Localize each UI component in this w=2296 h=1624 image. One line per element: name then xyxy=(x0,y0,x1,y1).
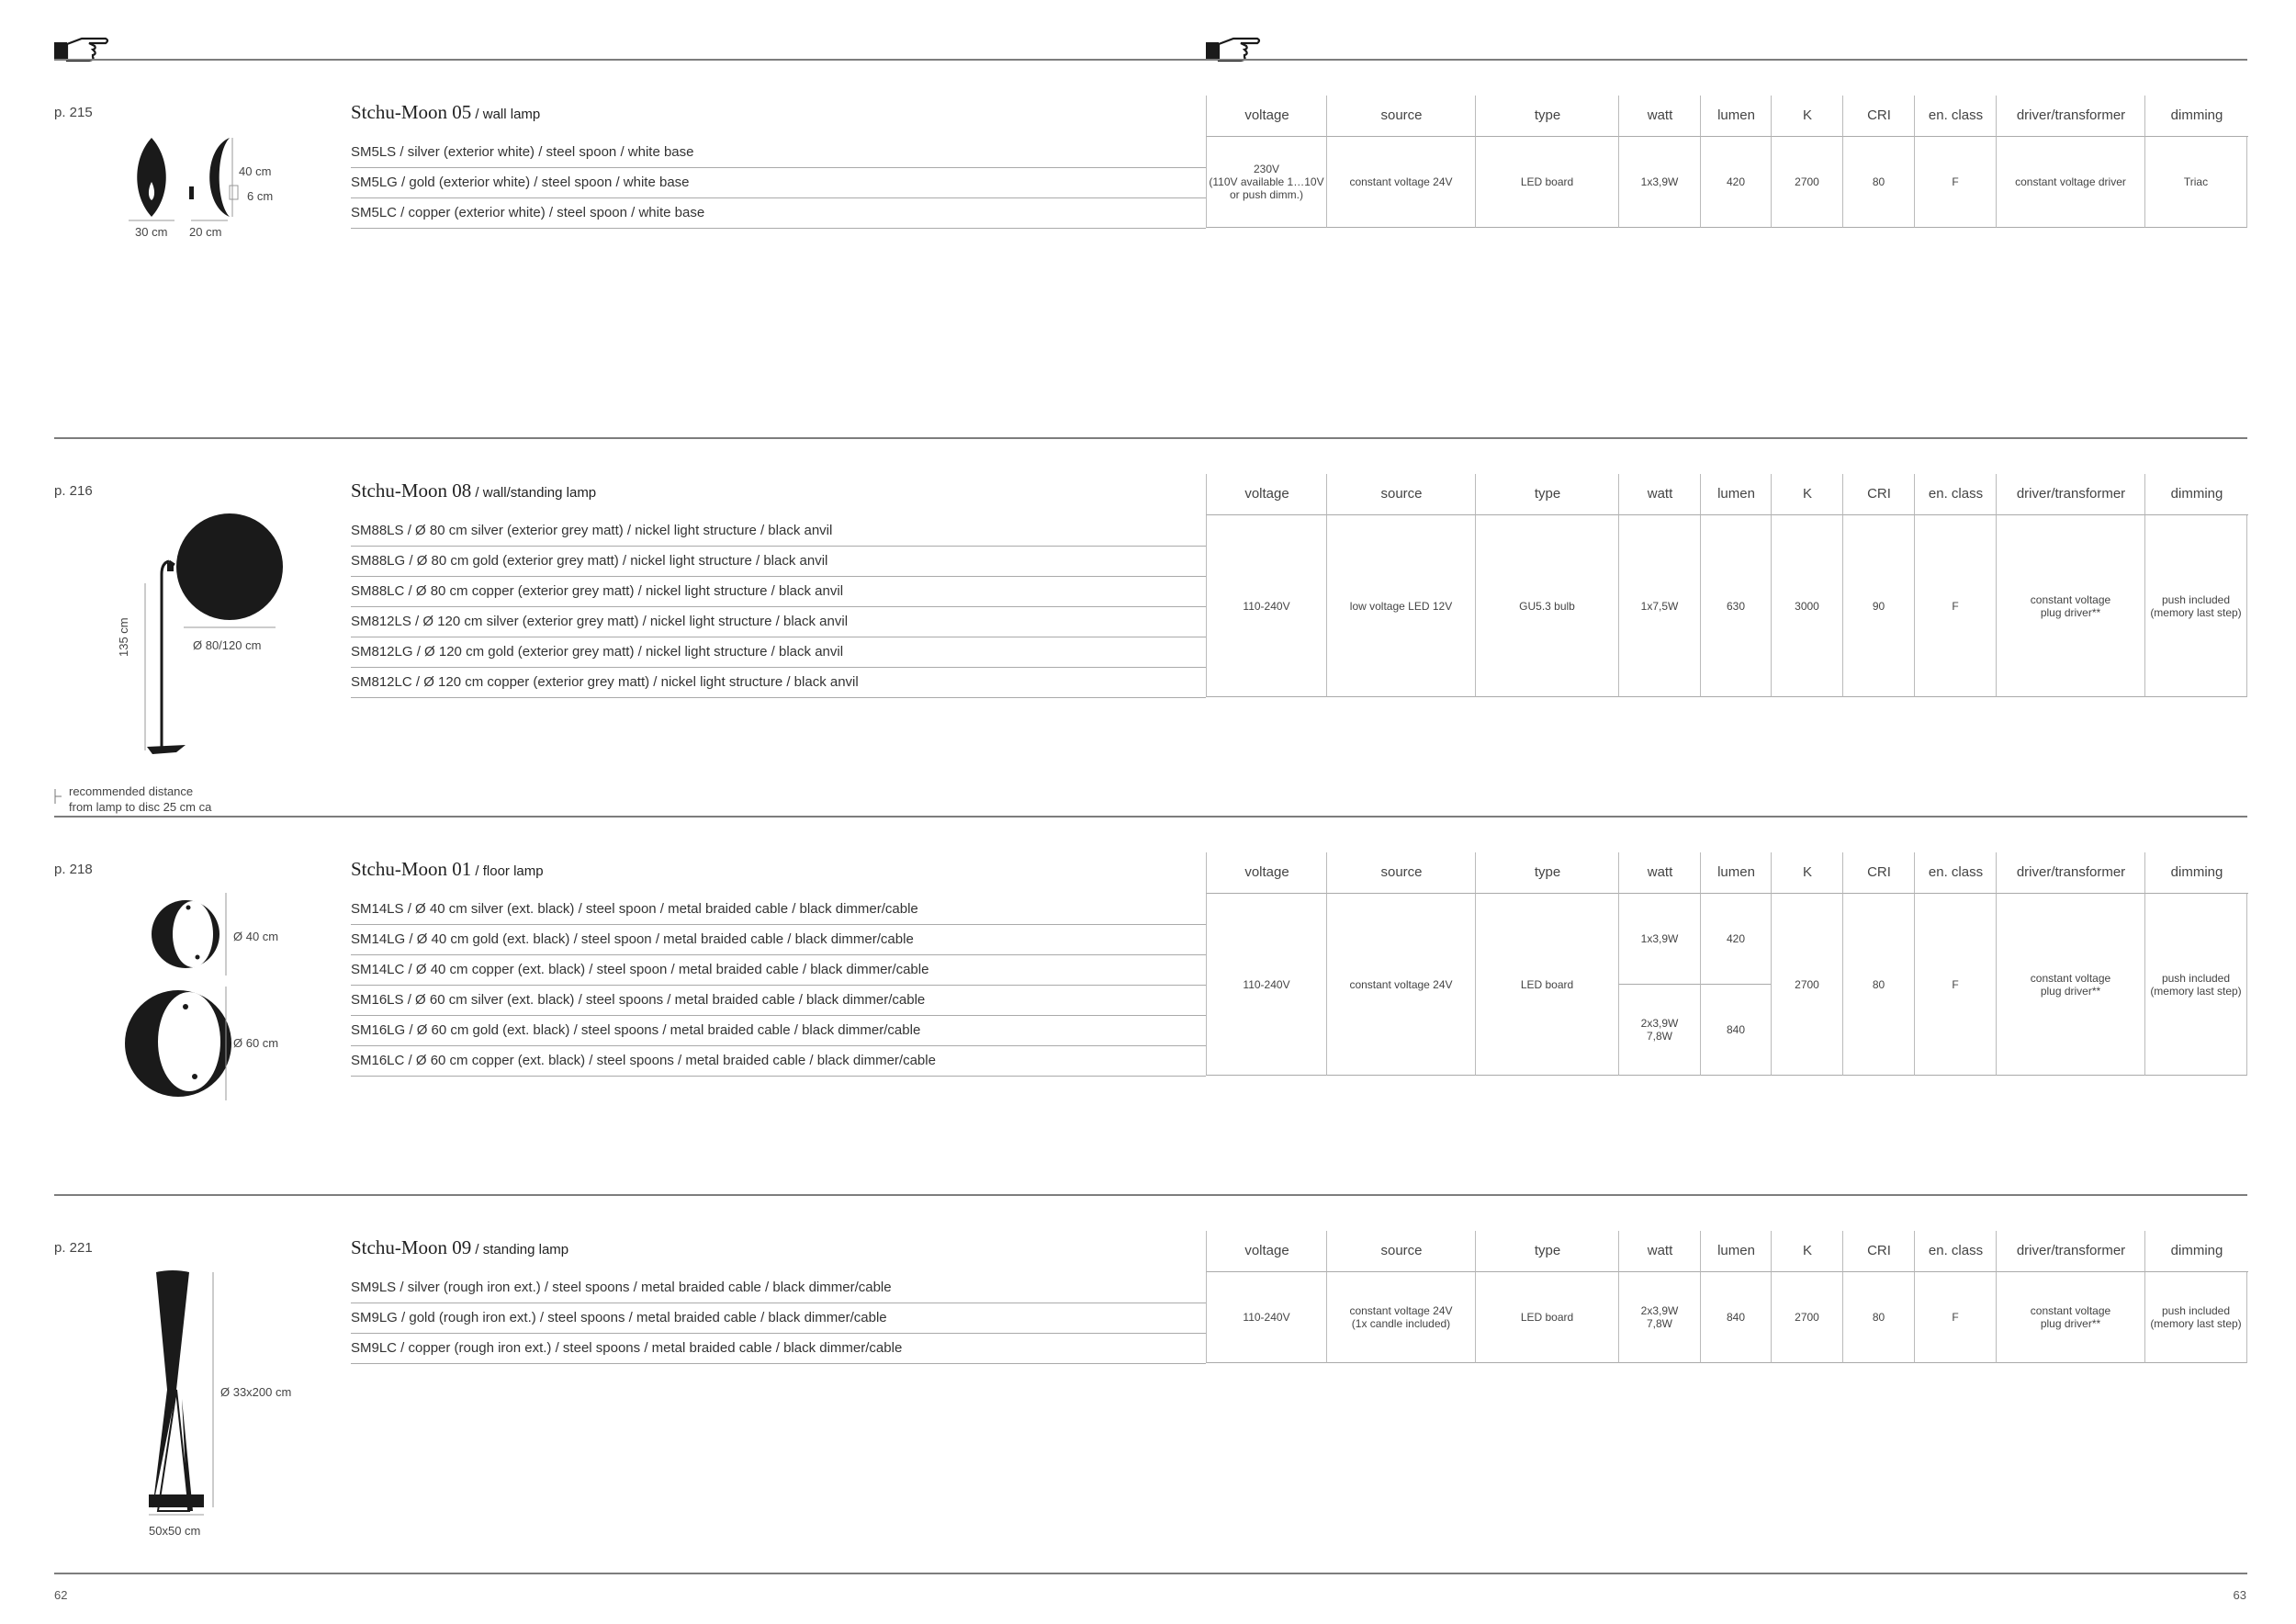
spec-cri xyxy=(1842,1272,1914,1363)
spec-type xyxy=(1475,1272,1618,1363)
product-title xyxy=(351,858,544,881)
spec-cri xyxy=(1842,137,1914,228)
spec-source xyxy=(1326,894,1475,1076)
spec-kelvin xyxy=(1771,137,1842,228)
spec-dimming xyxy=(2144,515,2247,697)
col-header-lumen: lumen xyxy=(1700,1231,1772,1272)
spec-driver xyxy=(1996,1272,2144,1363)
dimension-diameter-height: Ø 33x200 cm xyxy=(220,1385,292,1399)
col-header-lumen: lumen xyxy=(1700,852,1772,894)
product-row: SM9LS / silver (rough iron ext.) / steel spoons / metal braided cable / black dimmer/cable xyxy=(351,1273,1206,1303)
spec-voltage-text: 110-240V xyxy=(1243,1311,1290,1324)
section-divider xyxy=(54,437,2247,439)
product-row: SM88LS / Ø 80 cm silver (exterior grey matt) / nickel light structure / black anvil xyxy=(351,516,1206,547)
col-header-kelvin: K xyxy=(1771,474,1843,515)
spec-watt-text: 1x3,9W xyxy=(1640,932,1679,945)
spec-kelvin-text: 2700 xyxy=(1795,977,1819,991)
spec-lumen-text: 840 xyxy=(1726,1023,1746,1036)
product-title xyxy=(351,101,540,124)
product-row: SM9LG / gold (rough iron ext.) / steel spoons / metal braided cable / black dimmer/cable xyxy=(351,1303,1206,1334)
col-header-source: source xyxy=(1326,1231,1476,1272)
product-row: SM14LG / Ø 40 cm gold (ext. black) / steel spoon / metal braided cable / black dimmer/cable xyxy=(351,925,1206,955)
spec-watt xyxy=(1618,137,1700,228)
spec-voltage xyxy=(1206,515,1326,697)
product-row: SM9LC / copper (rough iron ext.) / steel spoons / metal braided cable / black dimmer/cable xyxy=(351,1334,1206,1364)
spec-lumen-text: 840 xyxy=(1726,1311,1746,1324)
col-header-cri: CRI xyxy=(1842,1231,1915,1272)
col-header-watt: watt xyxy=(1618,474,1701,515)
spec-type-text: LED board xyxy=(1520,1311,1574,1324)
floor-lamp-large-drawing xyxy=(121,985,231,1104)
col-header-voltage: voltage xyxy=(1206,1231,1327,1272)
product-row: SM88LC / Ø 80 cm copper (exterior grey matt) / nickel light structure / black anvil xyxy=(351,577,1206,607)
col-header-type: type xyxy=(1475,852,1619,894)
spec-type xyxy=(1475,894,1618,1076)
col-header-dimming: dimming xyxy=(2144,852,2248,894)
col-header-cri: CRI xyxy=(1842,96,1915,137)
page-number-right: 63 xyxy=(2233,1588,2246,1602)
product-row: SM812LC / Ø 120 cm copper (exterior grey matt) / nickel light structure / black anvil xyxy=(351,668,1206,698)
spec-type-text: LED board xyxy=(1520,175,1574,188)
spec-driver-text: constant voltage driver xyxy=(2015,175,2126,188)
section-divider xyxy=(54,816,2247,818)
spec-voltage-text: 230V (110V available 1…10V or push dimm.) xyxy=(1209,163,1324,201)
col-header-watt: watt xyxy=(1618,1231,1701,1272)
spec-kelvin-text: 2700 xyxy=(1795,1311,1819,1324)
spec-dimming-text: push included (memory last step) xyxy=(2150,592,2242,619)
spec-type xyxy=(1475,137,1618,228)
col-header-driver: driver/transformer xyxy=(1996,96,2145,137)
spec-type-text: LED board xyxy=(1520,977,1574,991)
spec-kelvin-text: 3000 xyxy=(1795,599,1819,613)
spec-voltage-text: 110-240V xyxy=(1243,977,1290,991)
spec-cri xyxy=(1842,515,1914,697)
spec-lumen xyxy=(1700,137,1771,228)
spec-dimming-text: push included (memory last step) xyxy=(2150,1304,2242,1330)
standing-lamp-09-drawing xyxy=(145,1270,219,1518)
spec-energy-class xyxy=(1914,137,1996,228)
dimension-base: 50x50 cm xyxy=(149,1524,201,1538)
spec-source xyxy=(1326,1272,1475,1363)
col-header-type: type xyxy=(1475,474,1619,515)
spec-cri-text: 80 xyxy=(1872,175,1885,188)
product-title xyxy=(351,1236,568,1259)
col-header-source: source xyxy=(1326,96,1476,137)
product-row: SM16LS / Ø 60 cm silver (ext. black) / steel spoons / metal braided cable / black dimmer/cable xyxy=(351,986,1206,1016)
spec-voltage xyxy=(1206,137,1326,228)
product-row: SM5LC / copper (exterior white) / steel spoon / white base xyxy=(351,198,1206,229)
col-header-energy-class: en. class xyxy=(1914,474,1997,515)
product-row: SM16LG / Ø 60 cm gold (ext. black) / steel spoons / metal braided cable / black dimmer/cable xyxy=(351,1016,1206,1046)
spec-dimming xyxy=(2144,1272,2247,1363)
dimension-height: 40 cm xyxy=(239,164,272,178)
product-row: SM14LC / Ø 40 cm copper (ext. black) / steel spoon / metal braided cable / black dimmer/cable xyxy=(351,955,1206,986)
dimension-side-width: 20 cm xyxy=(189,225,222,239)
spec-cri xyxy=(1842,894,1914,1076)
dimension-width: 30 cm xyxy=(135,225,168,239)
spec-watt-text: 1x3,9W xyxy=(1640,175,1679,188)
wall-lamp-front-drawing xyxy=(129,136,174,219)
spec-voltage-text: 110-240V xyxy=(1243,599,1290,613)
spec-dimming xyxy=(2144,137,2247,228)
col-header-driver: driver/transformer xyxy=(1996,852,2145,894)
col-header-driver: driver/transformer xyxy=(1996,474,2145,515)
product-name: Stchu-Moon 05 xyxy=(351,101,472,123)
product-row: SM88LG / Ø 80 cm gold (exterior grey matt) / nickel light structure / black anvil xyxy=(351,547,1206,577)
col-header-source: source xyxy=(1326,852,1476,894)
spec-energy-class-text: F xyxy=(1952,1311,1959,1324)
spec-driver-text: constant voltage plug driver** xyxy=(2030,1304,2111,1330)
product-subtitle: / wall lamp xyxy=(471,107,541,122)
product-subtitle: / floor lamp xyxy=(471,863,544,879)
col-header-kelvin: K xyxy=(1771,96,1843,137)
col-header-voltage: voltage xyxy=(1206,96,1327,137)
spec-lumen-60 xyxy=(1700,985,1771,1076)
dimension-diameter: Ø 80/120 cm xyxy=(193,638,262,652)
spec-lumen-text: 420 xyxy=(1726,175,1746,188)
col-header-dimming: dimming xyxy=(2144,96,2248,137)
bottom-rule xyxy=(54,1573,2247,1574)
spec-cri-text: 80 xyxy=(1872,1311,1885,1324)
spec-cri-text: 80 xyxy=(1872,977,1885,991)
spec-watt-text: 2x3,9W 7,8W xyxy=(1640,1304,1679,1330)
spec-type xyxy=(1475,515,1618,697)
col-header-energy-class: en. class xyxy=(1914,96,1997,137)
spec-source-text: constant voltage 24V (1x candle included) xyxy=(1349,1304,1453,1330)
spec-dimming-text: push included (memory last step) xyxy=(2150,971,2242,998)
product-name: Stchu-Moon 09 xyxy=(351,1236,472,1258)
spec-energy-class-text: F xyxy=(1952,977,1959,991)
col-header-lumen: lumen xyxy=(1700,96,1772,137)
floor-lamp-small-drawing xyxy=(147,891,230,978)
spec-watt-text: 2x3,9W 7,8W xyxy=(1640,1017,1679,1043)
spec-energy-class xyxy=(1914,894,1996,1076)
col-header-watt: watt xyxy=(1618,96,1701,137)
col-header-type: type xyxy=(1475,96,1619,137)
spec-source xyxy=(1326,137,1475,228)
product-row: SM812LS / Ø 120 cm silver (exterior grey matt) / nickel light structure / black anvil xyxy=(351,607,1206,637)
spec-watt-40 xyxy=(1618,894,1700,985)
product-name: Stchu-Moon 01 xyxy=(351,858,472,880)
col-header-watt: watt xyxy=(1618,852,1701,894)
spec-lumen xyxy=(1700,1272,1771,1363)
spec-source xyxy=(1326,515,1475,697)
col-header-lumen: lumen xyxy=(1700,474,1772,515)
spec-kelvin xyxy=(1771,515,1842,697)
page-reference: p. 221 xyxy=(54,1240,93,1256)
col-header-dimming: dimming xyxy=(2144,1231,2248,1272)
dimension-lines xyxy=(129,220,230,223)
col-header-cri: CRI xyxy=(1842,852,1915,894)
spec-source-text: constant voltage 24V xyxy=(1349,175,1453,188)
spec-watt xyxy=(1618,1272,1700,1363)
spec-driver xyxy=(1996,515,2144,697)
spec-source-text: low voltage LED 12V xyxy=(1349,599,1453,613)
col-header-dimming: dimming xyxy=(2144,474,2248,515)
wall-lamp-side-drawing xyxy=(188,136,243,219)
spec-driver-text: constant voltage plug driver** xyxy=(2030,592,2111,619)
spec-lumen-text: 420 xyxy=(1726,932,1746,945)
spec-energy-class-text: F xyxy=(1952,175,1959,188)
spec-energy-class xyxy=(1914,515,1996,697)
spec-kelvin xyxy=(1771,894,1842,1076)
page-reference: p. 216 xyxy=(54,483,93,499)
spec-driver-text: constant voltage plug driver** xyxy=(2030,971,2111,998)
col-header-energy-class: en. class xyxy=(1914,852,1997,894)
product-row: SM5LS / silver (exterior white) / steel spoon / white base xyxy=(351,138,1206,168)
spec-driver xyxy=(1996,894,2144,1076)
col-header-source: source xyxy=(1326,474,1476,515)
spec-lumen-40 xyxy=(1700,894,1771,985)
spec-dimming xyxy=(2144,894,2247,1076)
spec-energy-class xyxy=(1914,1272,1996,1363)
spec-voltage xyxy=(1206,1272,1326,1363)
dimension-height: 135 cm xyxy=(117,617,130,657)
spec-lumen-text: 630 xyxy=(1726,599,1746,613)
product-row: SM812LG / Ø 120 cm gold (exterior grey matt) / nickel light structure / black anvil xyxy=(351,637,1206,668)
distance-marker-icon xyxy=(54,788,63,805)
product-subtitle: / wall/standing lamp xyxy=(471,485,597,501)
product-row: SM16LC / Ø 60 cm copper (ext. black) / steel spoons / metal braided cable / black dimmer/cable xyxy=(351,1046,1206,1077)
spec-driver xyxy=(1996,137,2144,228)
spec-voltage xyxy=(1206,894,1326,1076)
standing-lamp-drawing xyxy=(119,510,285,758)
product-row: SM5LG / gold (exterior white) / steel spoon / white base xyxy=(351,168,1206,198)
dimension-small-diameter: Ø 40 cm xyxy=(233,930,279,943)
product-title xyxy=(351,479,596,502)
page-reference: p. 218 xyxy=(54,862,93,877)
section-divider xyxy=(54,1194,2247,1196)
product-row: SM14LS / Ø 40 cm silver (ext. black) / steel spoon / metal braided cable / black dimmer/cable xyxy=(351,895,1206,925)
col-header-type: type xyxy=(1475,1231,1619,1272)
page-reference: p. 215 xyxy=(54,105,93,120)
distance-note-line1: recommended distance xyxy=(69,784,194,798)
col-header-kelvin: K xyxy=(1771,852,1843,894)
spec-source-text: constant voltage 24V xyxy=(1349,977,1453,991)
col-header-cri: CRI xyxy=(1842,474,1915,515)
spec-kelvin xyxy=(1771,1272,1842,1363)
spec-type-text: GU5.3 bulb xyxy=(1519,599,1575,613)
spec-dimming-text: Triac xyxy=(2183,175,2209,188)
col-header-energy-class: en. class xyxy=(1914,1231,1997,1272)
spec-cri-text: 90 xyxy=(1872,599,1885,613)
col-header-kelvin: K xyxy=(1771,1231,1843,1272)
dimension-large-diameter: Ø 60 cm xyxy=(233,1036,279,1050)
dimension-depth: 6 cm xyxy=(247,189,274,203)
col-header-driver: driver/transformer xyxy=(1996,1231,2145,1272)
product-subtitle: / standing lamp xyxy=(471,1242,569,1257)
distance-note-line2: from lamp to disc 25 cm ca xyxy=(69,800,212,814)
top-rule xyxy=(54,59,2247,61)
product-name: Stchu-Moon 08 xyxy=(351,479,472,502)
col-header-voltage: voltage xyxy=(1206,852,1327,894)
spec-energy-class-text: F xyxy=(1952,599,1959,613)
spec-lumen xyxy=(1700,515,1771,697)
page-number-left: 62 xyxy=(54,1588,68,1602)
spec-kelvin-text: 2700 xyxy=(1795,175,1819,188)
spec-watt-text: 1x7,5W xyxy=(1640,599,1679,613)
spec-watt xyxy=(1618,515,1700,697)
spec-watt-60 xyxy=(1618,985,1700,1076)
col-header-voltage: voltage xyxy=(1206,474,1327,515)
